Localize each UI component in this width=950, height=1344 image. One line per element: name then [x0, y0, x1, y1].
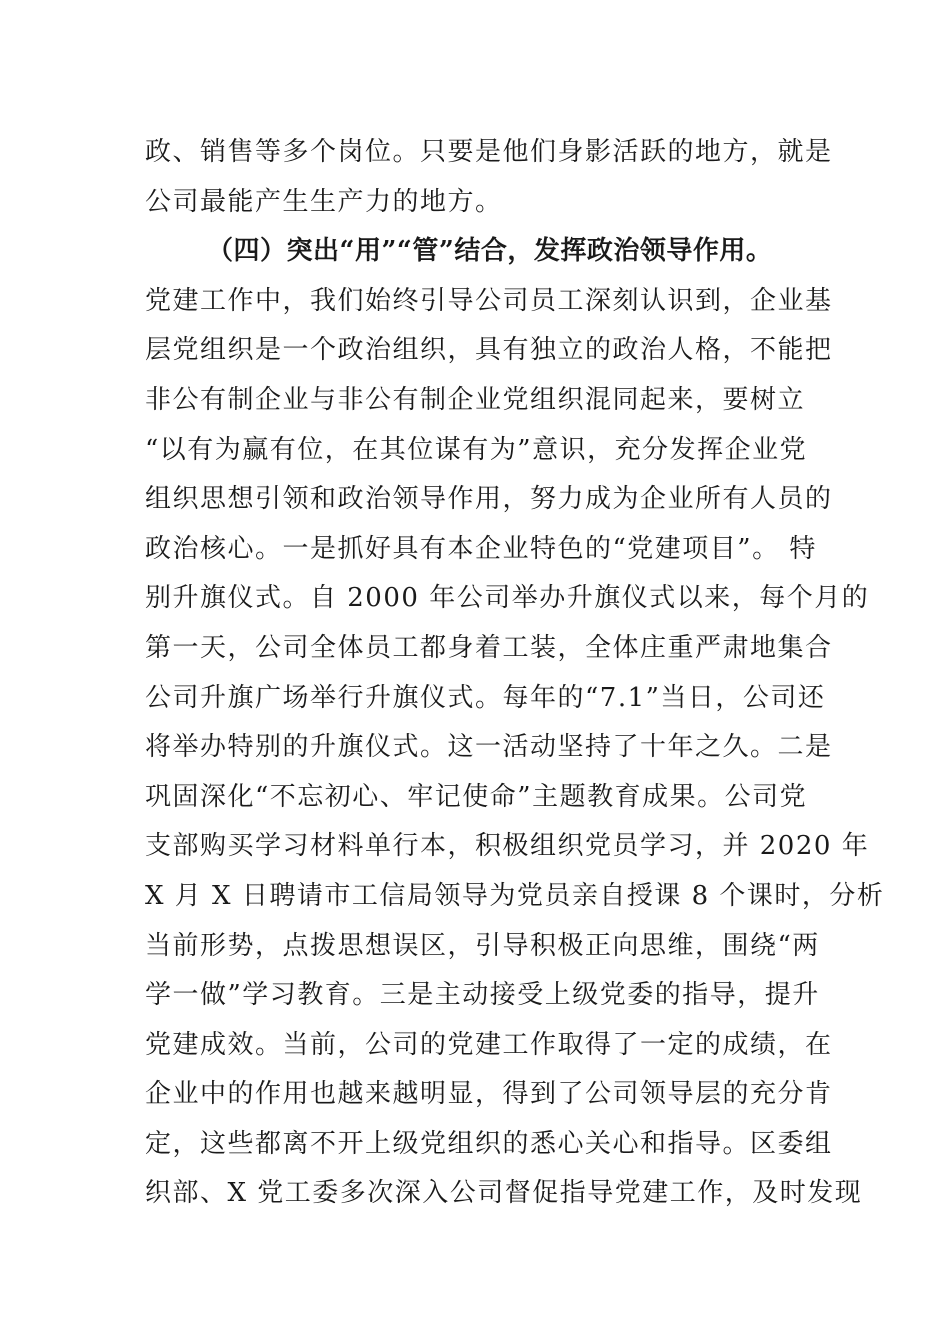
- text-line: 织部、X 党工委多次深入公司督促指导党建工作，及时发现: [145, 1178, 863, 1209]
- text-line: 公司最能产生生产力的地方。: [145, 186, 503, 217]
- text-line: 支部购买学习材料单行本，积极组织党员学习，并 2020 年: [145, 831, 870, 862]
- text-line: 巩固深化“不忘初心、牢记使命”主题教育成果。公司党: [145, 781, 808, 812]
- text-line: 当前形势，点拨思想误区，引导积极正向思维，围绕“两: [145, 930, 820, 961]
- text-line: 层党组织是一个政治组织，具有独立的政治人格，不能把: [145, 335, 833, 366]
- text-line: 第一天，公司全体员工都身着工装，全体庄重严肃地集合: [145, 632, 833, 663]
- body-text: [145, 128, 885, 1219]
- text-line: 政治核心。一是抓好具有本企业特色的“党建项目”。 特: [145, 533, 817, 564]
- text-line: 将举办特别的升旗仪式。这一活动坚持了十年之久。二是: [145, 732, 833, 763]
- text-line: 学一做”学习教育。三是主动接受上级党委的指导，提升: [145, 980, 820, 1011]
- text-line: 别升旗仪式。自 2000 年公司举办升旗仪式以来，每个月的: [145, 583, 870, 614]
- text-line: 党建工作中，我们始终引导公司员工深刻认识到，企业基: [145, 285, 833, 316]
- text-line: “以有为赢有位，在其位谋有为”意识，充分发挥企业党: [145, 434, 808, 465]
- text-line: 定，这些都离不开上级党组织的悉心关心和指导。区委组: [145, 1128, 833, 1159]
- text-line: 公司升旗广场举行升旗仪式。每年的“7.1”当日，公司还: [145, 682, 826, 713]
- text-line: 党建成效。当前，公司的党建工作取得了一定的成绩，在: [145, 1029, 833, 1060]
- text-line: 组织思想引领和政治领导作用，努力成为企业所有人员的: [145, 484, 833, 515]
- text-line: 非公有制企业与非公有制企业党组织混同起来，要树立: [145, 384, 806, 415]
- section-heading: （四）突出“用”“管”结合，发挥政治领导作用。: [207, 236, 773, 267]
- text-line: X 月 X 日聘请市工信局领导为党员亲自授课 8 个课时，分析: [145, 880, 885, 911]
- text-line: 政、销售等多个岗位。只要是他们身影活跃的地方，就是: [145, 137, 833, 167]
- text-line: 企业中的作用也越来越明显，得到了公司领导层的充分肯: [145, 1079, 833, 1110]
